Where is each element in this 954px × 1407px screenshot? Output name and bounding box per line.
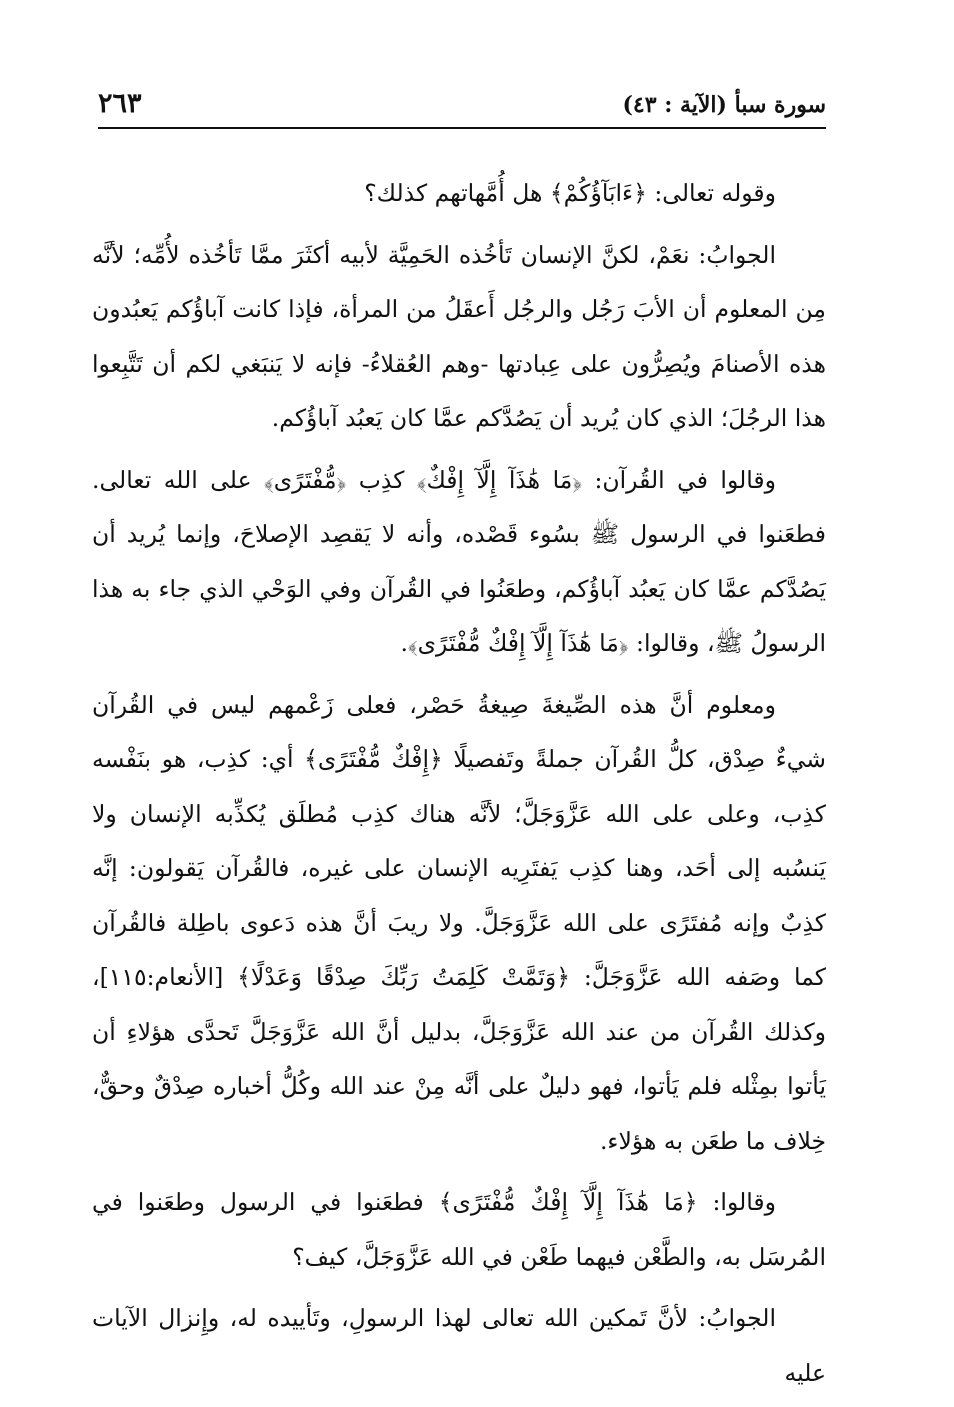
paragraph: ومعلوم أنَّ هذه الصِّيغةَ صِيغةُ حَصْر، فعلى زَعْمهم ليس في القُرآن شيءٌ صِدْق، كلُّ القُرآن جملةً وتَفصيلًا ﴿إِفْكٌ مُّفْتَرًى﴾ أي: كذِب، هو بنَفْسه كذِب، وعلى على الله عَزَّوَجَلَّ؛ لأنَّه هناك كذِب مُطلَق يُكذِّبه الإنسان ولا يَنسُبه إلى أحَد، وهنا كذِب يَفتَرِيه الإنسان على غيره، فالقُرآن يَقولون: إنَّه كذِبٌ وإنه مُفتَرًى على الله عَزَّوَجَلَّ. ولا ريبَ أنَّ هذه دَعوى باطِلة فالقُرآن كما وصَفه الله عَزَّوَجَلَّ: ﴿وَتَمَّتْ كَلِمَتُ رَبِّكَ صِدْقًا وَعَدْلًا﴾ [الأنعام:١١٥]، وكذلك القُرآن من عند الله عَزَّوَجَلَّ، بدليل أنَّ الله عَزَّوَجَلَّ تَحدَّى هؤلاءِ أن يَأتوا بمِثْله فلم يَأتوا، فهو دليلٌ على أنَّه مِنْ عند الله وكُلُّ أخباره صِدْقٌ وحقٌّ، خِلاف ما طعَن به هؤلاء. [92, 690, 826, 1155]
paragraph: وقالوا: ﴿مَا هَٰذَآ إِلَّآ إِفْكٌ مُّفْتَرًى﴾ فطعَنوا في الرسول وطعَنوا في المُرسَل به، والطَّعْن فيهما طَعْن في الله عَزَّوَجَلَّ، كيف؟ [92, 1188, 826, 1271]
paragraph: الجوابُ: لأنَّ تَمكين الله تعالى لهذا الرسولِ، وتَأييده له، وإِنزال الآيات عليه [92, 1304, 826, 1387]
paragraph: وقوله تعالى: ﴿ءَابَآؤُكُمْ﴾ هل أُمَّهاتهم كذلك؟ [364, 179, 776, 207]
paragraph: الجوابُ: نعَمْ، لكنَّ الإنسان تَأخُذه الحَمِيَّة لأبيه أكثَرَ ممَّا تَأخُذه لأُمِّه؛ لأنَّه مِن المعلوم أن الأبَ رَجُل والرجُل أَعقَلُ من المرأة، فإذا كانت آباؤُكم يَعبُدون هذه الأصنامَ ويُصِرُّون على عِبادتها -وهم العُقلاءُ- فإنه لا يَنبَغي لكم أن تَتَّبِعوا هذا الرجُلَ؛ الذي كان يُريد أن يَصُدَّكم عمَّا كان يَعبُد آباؤُكم. [92, 240, 826, 432]
running-header [98, 88, 826, 128]
page-number: ٢٦٣ [98, 88, 142, 119]
paragraph: وقالوا في القُرآن: ﴿مَا هَٰذَآ إِلَّآ إِفْكٌ﴾ كذِب ﴿مُّفْتَرًى﴾ على الله تعالى. فطعَنوا في الرسول ﷺ بسُوء قَصْده، وأنه لا يَقصِد الإصلاحَ، وإنما يُريد أن يَصُدَّكم عمَّا كان يَعبُد آباؤُكم، وطعَنُوا في القُرآن وفي الوَحْي الذي جاء به هذا الرسولُ ﷺ، وقالوا: ﴿مَا هَٰذَآ إِلَّآ إِفْكٌ مُّفْتَرًى﴾. [92, 465, 826, 657]
header-rule [98, 127, 826, 129]
surah-verse-header: سورة سبأ (الآية : ٤٣) [622, 92, 826, 118]
body-text [92, 166, 826, 1407]
